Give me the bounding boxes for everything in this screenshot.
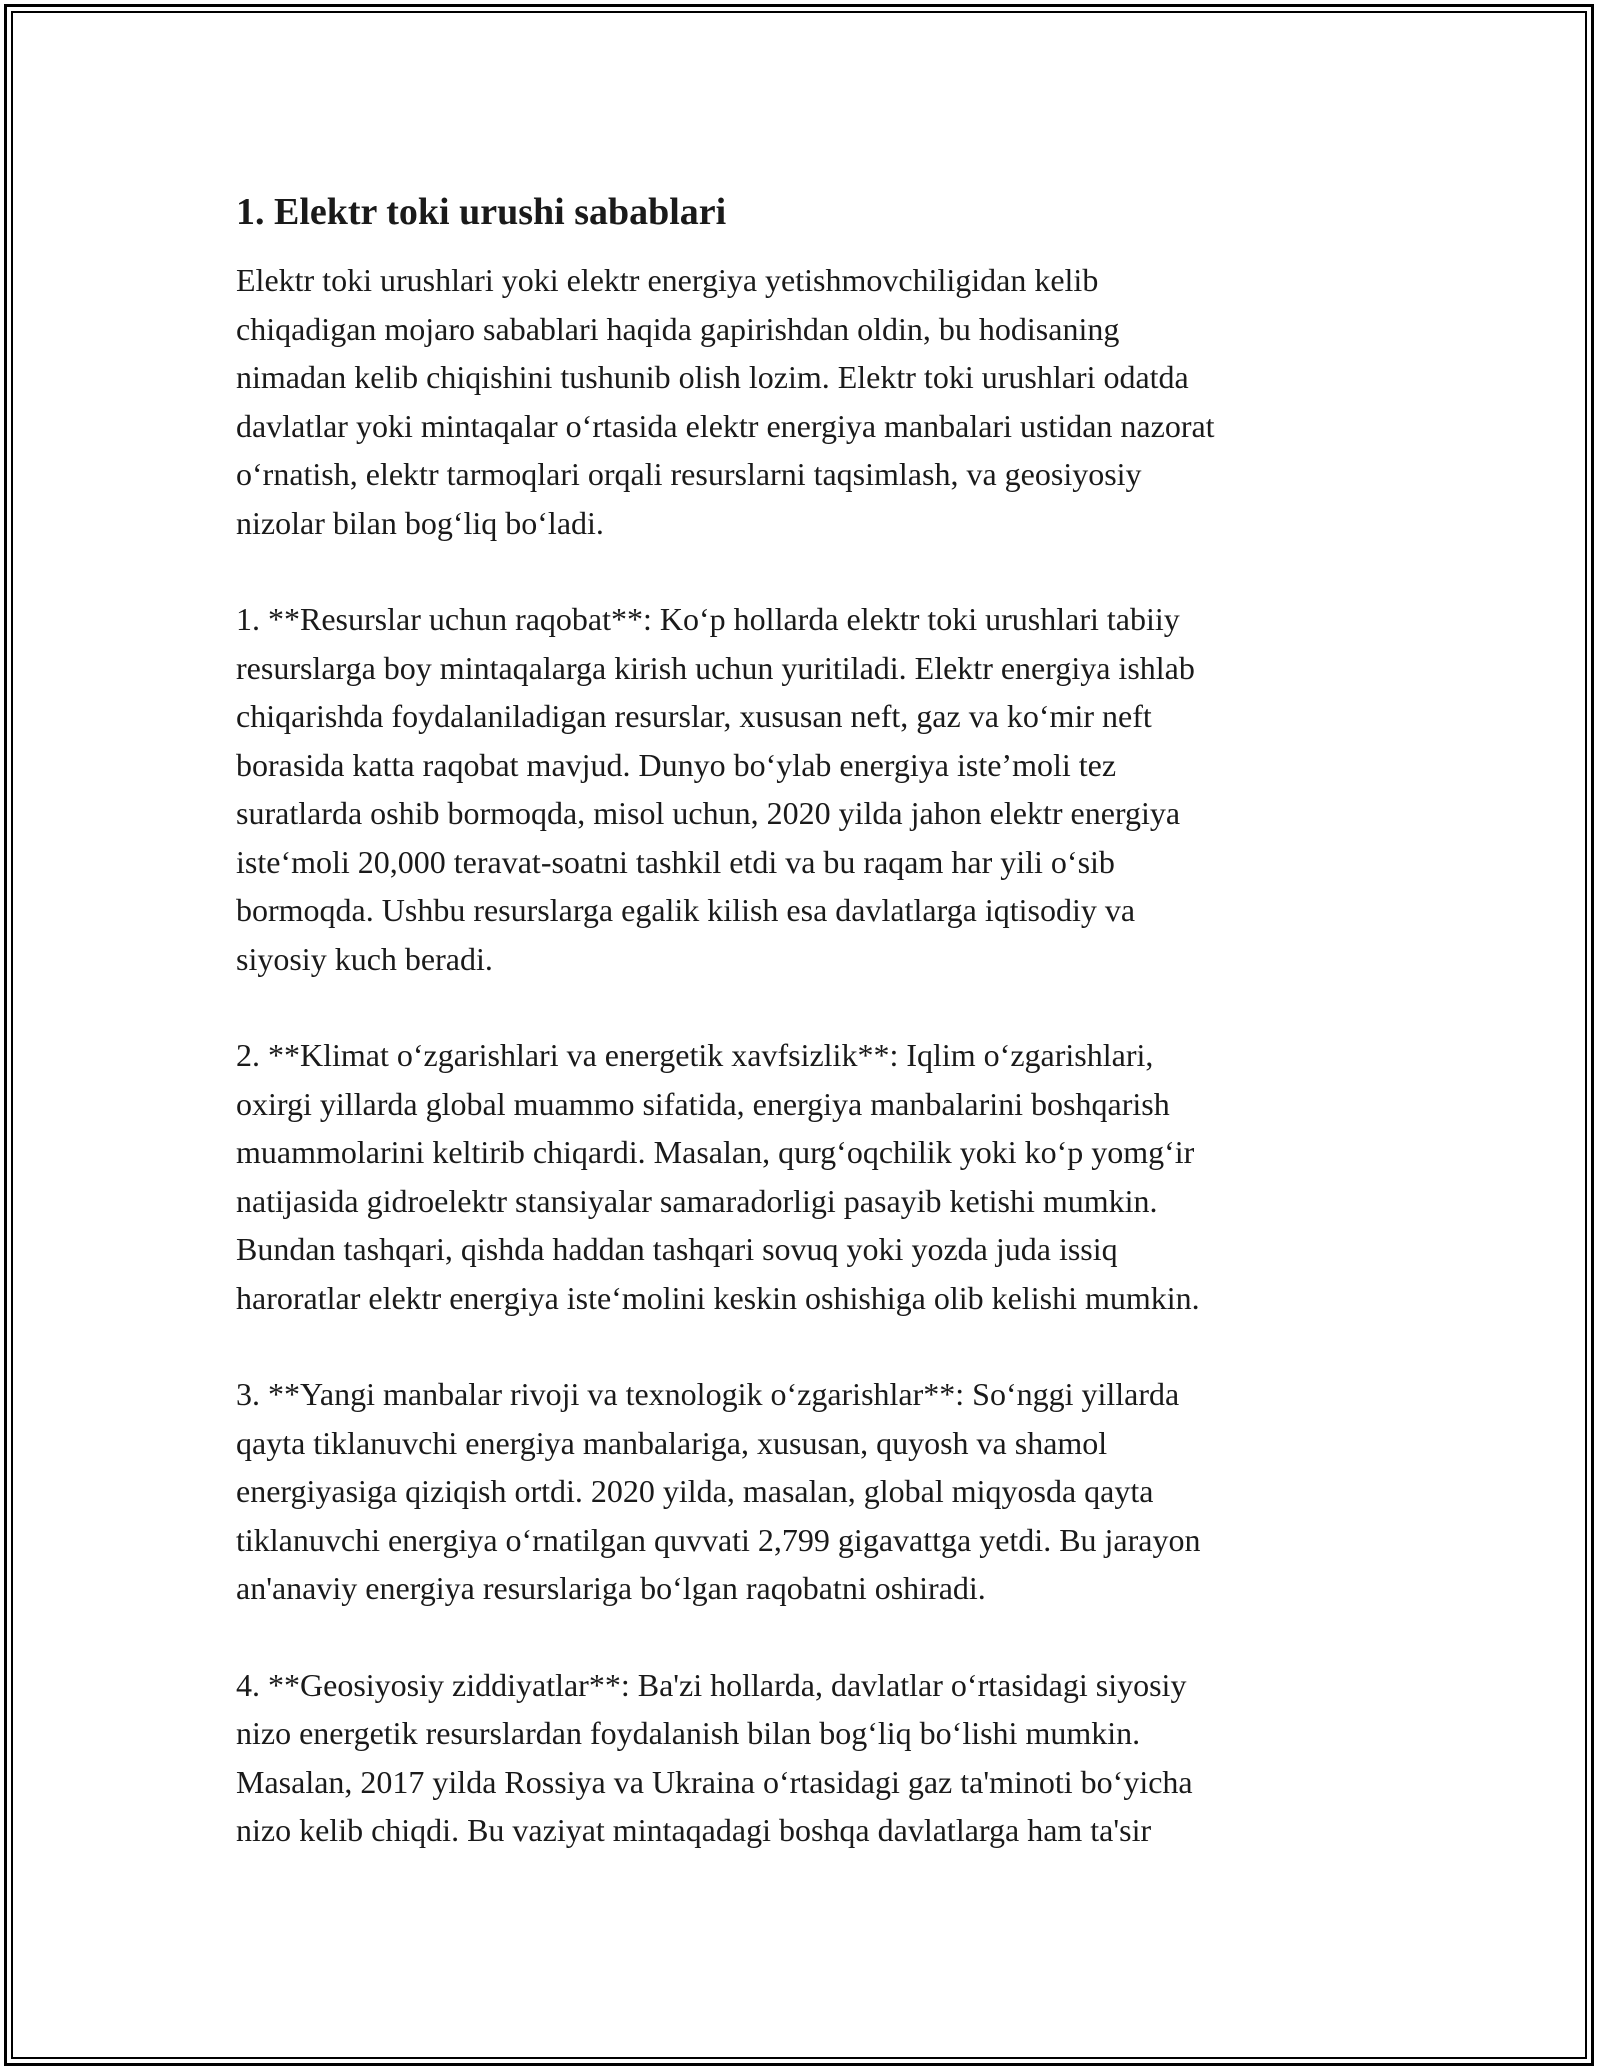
text-line: 3. **Yangi manbalar rivoji va texnologik o‘zgarishlar**: So‘nggi yillarda [236,1376,1180,1412]
text-line: muammolarini keltirib chiqardi. Masalan, qurg‘oqchilik yoki ko‘p yomg‘ir [236,1134,1195,1170]
text-line: o‘rnatish, elektr tarmoqlari orqali resurslarni taqsimlash, va geosiyosiy [236,456,1142,492]
text-line: 1. **Resurslar uchun raqobat**: Ko‘p hollarda elektr toki urushlari tabiiy [236,601,1180,637]
text-line: davlatlar yoki mintaqalar o‘rtasida elektr energiya manbalari ustidan nazorat [236,407,1215,444]
text-line: 2. **Klimat o‘zgarishlari va energetik xavfsizlik**: Iqlim o‘zgarishlari, [236,1037,1154,1073]
paragraph [236,1370,1366,1613]
text-line: borasida katta raqobat mavjud. Dunyo bo‘ylab energiya iste’moli tez [236,746,1117,783]
text-line: nizo energetik resurslardan foydalanish bilan bog‘liq bo‘lishi mumkin. [236,1715,1141,1751]
text-line: natijasida gidroelektr stansiyalar samaradorligi pasayib ketishi mumkin. [236,1182,1158,1219]
text-line: nizo kelib chiqdi. Bu vaziyat mintaqadagi boshqa davlatlarga ham ta'sir [236,1812,1152,1848]
text-line: oxirgi yillarda global muammo sifatida, energiya manbalarini boshqarish [236,1085,1170,1122]
section-heading: 1. Elektr toki urushi sabablari [236,191,727,233]
text-line: chiqarishda foydalaniladigan resurslar, xususan neft, gaz va ko‘mir neft [236,698,1152,734]
paragraph [236,595,1366,983]
text-line: 4. **Geosiyosiy ziddiyatlar**: Ba'zi hollarda, davlatlar o‘rtasidagi siyosiy [236,1666,1187,1703]
text-line: iste‘moli 20,000 teravat-soatni tashkil etdi va bu raqam har yili o‘sib [236,843,1115,880]
text-line: suratlarda oshib bormoqda, misol uchun, 2020 yilda jahon elektr energiya [236,795,1181,831]
text-line: an'anaviy energiya resurslariga bo‘lgan raqobatni oshiradi. [236,1570,986,1606]
text-line: haroratlar elektr energiya iste‘molini keskin oshishiga olib kelishi mumkin. [236,1279,1200,1316]
text-line: qayta tiklanuvchi energiya manbalariga, xususan, quyosh va shamol [236,1424,1108,1461]
text-line: tiklanuvchi energiya o‘rnatilgan quvvati 2,799 gigavattga yetdi. Bu jarayon [236,1521,1201,1558]
paragraph-list [236,256,1366,1855]
paragraph [236,1661,1366,1855]
text-line: bormoqda. Ushbu resurslarga egalik kilish esa davlatlarga iqtisodiy va [236,892,1136,928]
paragraph [236,1031,1366,1322]
text-line: chiqadigan mojaro sabablari haqida gapirishdan oldin, bu hodisaning [236,310,1120,347]
text-line: nizolar bilan bog‘liq bo‘ladi. [236,504,604,541]
text-line: nimadan kelib chiqishini tushunib olish lozim. Elektr toki urushlari odatda [236,359,1189,395]
text-line: siyosiy kuch beradi. [236,940,493,977]
text-line: Bundan tashqari, qishda haddan tashqari sovuq yoki yozda juda issiq [236,1231,1118,1267]
text-line: resurslarga boy mintaqalarga kirish uchun yuritiladi. Elektr energiya ishlab [236,649,1195,686]
paragraph [236,256,1366,547]
text-line: Elektr toki urushlari yoki elektr energiya yetishmovchiligidan kelib [236,262,1099,298]
text-line: energiyasiga qiziqish ortdi. 2020 yilda, masalan, global miqyosda qayta [236,1473,1154,1509]
text-line: Masalan, 2017 yilda Rossiya va Ukraina o‘rtasidagi gaz ta'minoti bo‘yicha [236,1763,1193,1800]
document-body [236,188,1366,1903]
